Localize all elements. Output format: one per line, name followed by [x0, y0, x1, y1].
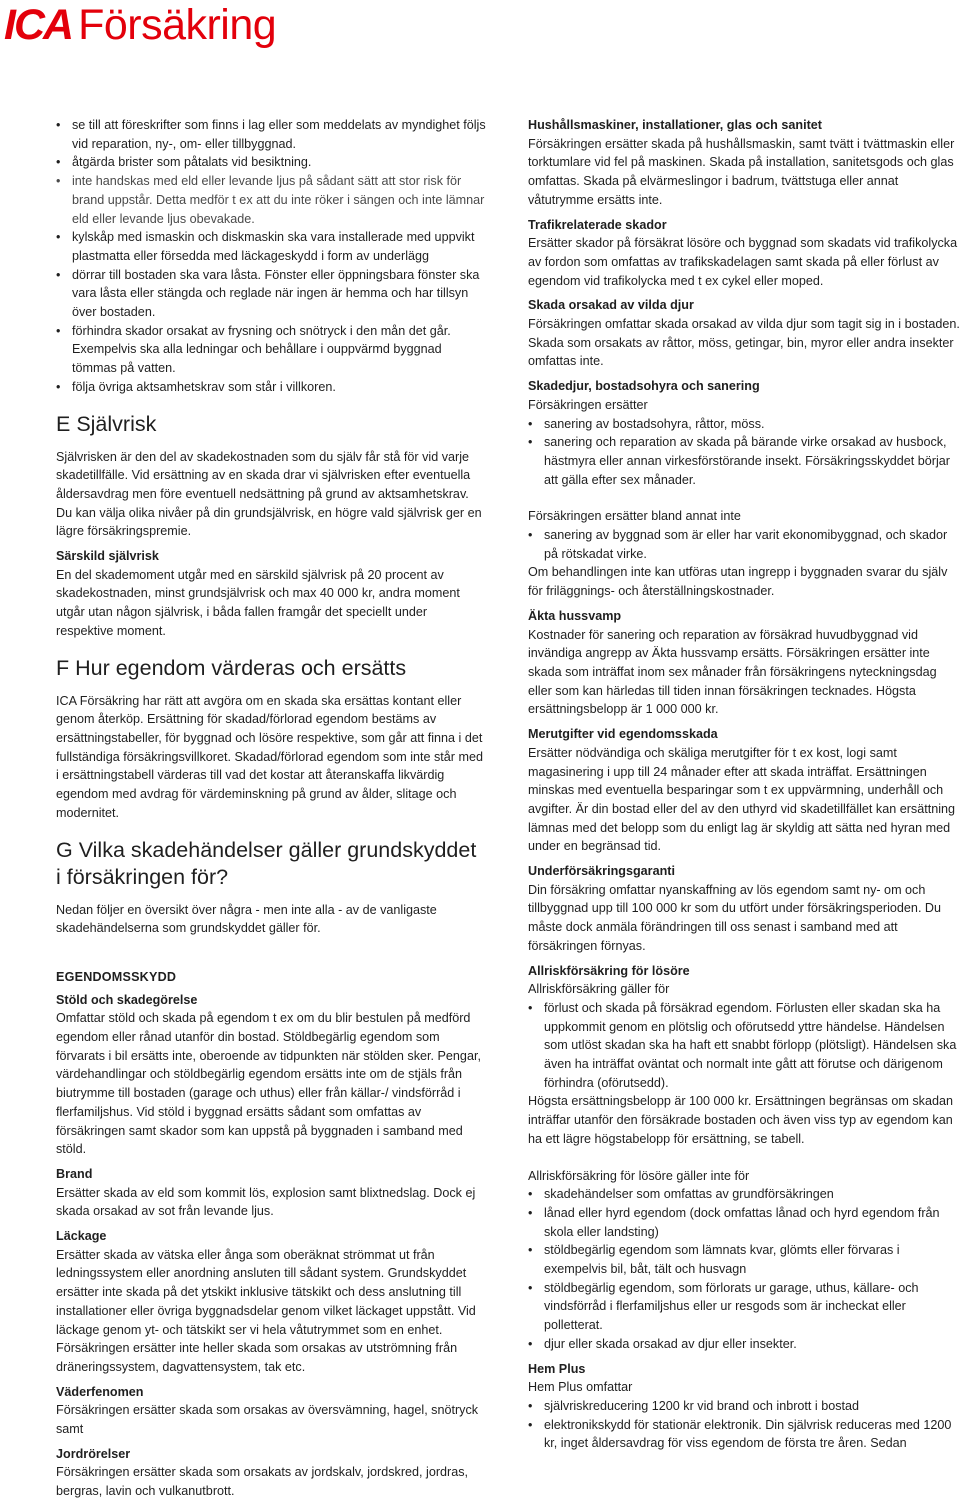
vaderfenomen-title: Väderfenomen — [56, 1384, 144, 1399]
hemplus-list — [528, 1397, 960, 1453]
akta-title: Äkta hussvamp — [528, 608, 622, 623]
brand-text: Ersätter skada av eld som kommit lös, explosion samt blixtnedslag. Dock ej skada orsakad av sot från levande ljus. — [56, 1185, 476, 1219]
akta-text: Kostnader för sanering och reparation av försäkrad huvudbyggnad vid invändiga angrepp av Äkta hussvamp ersätts. Försäkringen ersätter inte skada som inträffat inom sex månader från försäkringens nyteckningsdag eller som kan härledas till tiden innan försäkringen tecknades. Högsta ersättningsbelopp är 1 000 000 kr. — [528, 627, 937, 717]
vaderfenomen-text: Försäkringen ersätter skada som orsakas av översvämning, hagel, snötryck samt — [56, 1403, 479, 1437]
skadedjur-lead2: Försäkringen ersätter bland annat inte — [528, 509, 741, 524]
skadedjur-text-after: Om behandlingen inte kan utföras utan ingrepp i byggnaden svarar du själv för friläggnings- och återställningskostnader. — [528, 565, 948, 599]
logo-ica: ICA — [4, 1, 73, 49]
left-column — [56, 116, 486, 1501]
allrisk-title: Allriskförsäkring för lösöre — [528, 963, 690, 978]
sarskild-sjalvrisk-para: En del skademoment utgår med en särskild självrisk på 20 procent av skadekostnaden, minst grundsjälvrisk och max 40 000 kr, andra moment utgår utan någon självrisk, i båda fallen framgår det speciellt under respektive moment. — [56, 567, 460, 638]
list-item: • djur eller skada orsakad av djur eller insekter. — [528, 1335, 960, 1354]
section-g-title: G Vilka skadehändelser gäller grundskyddet i försäkringen för? — [56, 837, 477, 889]
lackage-title: Läckage — [56, 1229, 107, 1244]
list-item: • åtgärda brister som påtalats vid besiktning. — [56, 153, 486, 172]
list-item: • dörrar till bostaden ska vara låsta. Fönster eller öppningsbara fönster ska vara låsta eller stängda och reglade när ingen är hemma och har tillsyn över bostaden. — [56, 266, 486, 322]
intro-list — [56, 116, 486, 397]
list-item: • sanering av bostadsohyra, råttor, möss. — [528, 415, 960, 434]
allrisk-lead: Allriskförsäkring gäller för — [528, 982, 670, 997]
stold-title: Stöld och skadegörelse — [56, 992, 198, 1007]
list-item: • se till att föreskrifter som finns i lag eller som meddelats av myndighet följs vid reparation, ny-, om- eller tillbyggnad. — [56, 116, 486, 153]
trafik-text: Ersätter skador på försäkrat lösöre och byggnad som skadats vid trafikolycka av fordon som omfattas av trafikskadelagen samt skada på eller förlust av egendom vid trafikolycka med t ex cykel eller moped. — [528, 236, 958, 288]
ica-forsakring-logo — [4, 2, 276, 48]
sarskild-sjalvrisk-title: Särskild självrisk — [56, 549, 159, 564]
lackage-text: Ersätter skada av vätska eller ånga som oberäknat strömmat ut från ledningssystem eller anordning ansluten till sådant system. Grundskyddet ersätter inte skada på det ytskikt inklusive tätskikt och dess anslutning till installationer eller övriga byggnadsdelar genom vilket läckaget uppstått. Vid läckage genom yt- och tätskikt ser vi hela våtutrymmet som en enhet. Försäkringen ersätter inte heller skada som orsakas av utströmning från dräneringssystem, dagvattensystem, tak etc. — [56, 1247, 476, 1374]
list-item: • kylskåp med ismaskin och diskmaskin ska vara installerade med uppvikt plastmatta eller försedda med läckageskydd i form av underlägg — [56, 228, 486, 265]
trafik-title: Trafikrelaterade skador — [528, 217, 667, 232]
hemplus-title: Hem Plus — [528, 1361, 586, 1376]
brand-title: Brand — [56, 1166, 93, 1181]
jordrorelser-title: Jordrörelser — [56, 1446, 131, 1461]
list-item: • lånad eller hyrd egendom (dock omfattas lånad och hyrd egendom från skola eller landsting) — [528, 1204, 960, 1241]
section-f-para: ICA Försäkring har rätt att avgöra om en skada ska ersättas kontant eller genom återköp. Ersättning för skadad/förlorad egendom bestäms av ersättningstabeller, för byggnad och lösöre respektive, som går att finna i det fullständiga försäkringsvillkoret. Skadad/förlorad egendom som inte står med i ersättningstabell värderas till vad det kostar att återanskaffa likvärdig egendom med avdrag för värdeminskning på grund av ålder, slitage och modernitet. — [56, 693, 484, 820]
list-item: • stöldbegärlig egendom, som förlorats ur garage, uthus, källare- och vindsförråd i flerfamiljshus eller ur resgods som är incheckat eller polletterat. — [528, 1279, 960, 1335]
under-title: Underförsäkringsgaranti — [528, 864, 675, 879]
allrisk-list2 — [528, 1185, 960, 1353]
list-item: • förlust och skada på försäkrad egendom. Förlusten eller skadan ska ha uppkommit genom en plötslig och oförutsedd yttre händelse. Händelsen som utlöst skadan ska ha haft ett snabbt förlopp (plötsligt). Händelsen ska även ha inträffat oväntat och normalt inte gått att förutse och därigenom förhindra (oförutsedd). — [528, 999, 960, 1093]
merut-text: Ersätter nödvändiga och skäliga merutgifter för t ex kost, logi samt magasinering i upp till 24 månader efter att skada inträffat. Ersättningen minskas med eventuella besparingar som t ex uppvärmning, underhåll och avgifter. Är din bostad eller del av den uthyrd vid skadetillfället kan ersättning lämnas med det belopp som du enligt lag är skyldig att sätta ned hyran med under en begränsad tid. — [528, 745, 956, 854]
skadedjur-list2 — [528, 526, 960, 563]
allrisk-list — [528, 999, 960, 1093]
list-item: • skadehändelser som omfattas av grundförsäkringen — [528, 1185, 960, 1204]
section-g-para: Nedan följer en översikt över några - men inte alla - av de vanligaste skadehändelserna som grundskyddet gäller för. — [56, 902, 437, 936]
list-item: • sanering av byggnad som är eller har varit ekonomibyggnad, och skador på rötskadat virke. — [528, 526, 960, 563]
section-e-title: E Självrisk — [56, 411, 157, 436]
vilda-text: Försäkringen omfattar skada orsakad av vilda djur som tagit sig in i bostaden. Skada som orsakats av råttor, möss, getingar, bin, myror eller andra insekter omfattas inte. — [528, 317, 960, 369]
list-item: • sanering och reparation av skada på bärande virke orsakad av husbock, hästmyra eller annan virkesförstörande insekt. Försäkringsskyddet börjar att gälla efter sex månader. — [528, 433, 960, 489]
list-item: • inte handskas med eld eller levande ljus på sådant sätt att stor risk för brand uppstår. Detta medför t ex att du inte röker i sängen och inte lämnar eld eller levande ljus obevakade. — [56, 172, 486, 228]
list-item: • förhindra skador orsakat av frysning och snötryck i den mån det går. Exempelvis ska alla ledningar och behållare i ouppvärmd byggnad tömmas på vatten. — [56, 322, 486, 378]
list-item: • elektronikskydd för stationär elektronik. Din självrisk reduceras med 1200 kr, inget åldersavdrag för viss egendom de första tre åren. Sedan — [528, 1416, 960, 1453]
under-text: Din försäkring omfattar nyanskaffning av lös egendom samt ny- om och tillbyggnad upp till 100 000 kr som du utfört under försäkringsperioden. Du måste dock anmäla förändringen till oss senast i samband med att försäkringen förnyas. — [528, 882, 942, 953]
hush-title: Hushållsmaskiner, installationer, glas och sanitet — [528, 118, 822, 132]
skadedjur-lead: Försäkringen ersätter — [528, 397, 648, 412]
jordrorelser-text: Försäkringen ersätter skada som orsakats av jordskalv, jordskred, jordras, bergras, lavin och vulkanutbrott. — [56, 1465, 469, 1499]
merut-title: Merutgifter vid egendomsskada — [528, 727, 718, 742]
vilda-title: Skada orsakad av vilda djur — [528, 298, 694, 313]
egendomsskydd-heading: EGENDOMSSKYDD — [56, 969, 177, 984]
section-e-para: Självrisken är den del av skadekostnaden som du själv får stå för vid varje skadetillfälle. Vid ersättning av en skada drar vi självrisken efter eventuella åldersavdrag men före eventuell nedsättning på grund av aktsamhetskrav. Du kan välja olika nivåer på din grundsjälvrisk, en högre vald självrisk ger en lägre försäkringspremie. — [56, 449, 482, 539]
logo-name: Försäkring — [78, 1, 277, 49]
skadedjur-list — [528, 415, 960, 490]
allrisk-lead2: Allriskförsäkring för lösöre gäller inte för — [528, 1168, 750, 1183]
list-item: • följa övriga aktsamhetskrav som står i villkoren. — [56, 378, 486, 397]
section-f-title: F Hur egendom värderas och ersätts — [56, 655, 407, 680]
stold-text: Omfattar stöld och skada på egendom t ex om du blir bestulen på medförd egendom eller rånad utanför din bostad. Stöldbegärlig egendom som förvarats i bil ersätts inte, oberoende av tidpunkten när stölden sker. Pengar, värdehandlingar och stöldbegärlig egendom ersätts inte om de stjäls från biutrymme till bostaden (garage och uthus) eller från källar-/ vindsförråd i flerfamiljshus. Vid stöld i byggnad ersätts sådant som omfattas av försäkringen samt skador som kan uppstå på byggnaden i samband med stöld. — [56, 1011, 481, 1157]
hemplus-lead: Hem Plus omfattar — [528, 1380, 633, 1395]
allrisk-text-after: Högsta ersättningsbelopp är 100 000 kr. Ersättningen begränsas om skadan inträffar utanför den försäkrade bostaden och även viss typ av egendom kan ha ett lägre högstabelopp för ersättning, se tabell. — [528, 1094, 953, 1146]
list-item: • stöldbegärlig egendom som lämnats kvar, glömts eller förvaras i exempelvis bil, båt, tält och husvagn — [528, 1241, 960, 1278]
hush-text: Försäkringen ersätter skada på hushållsmaskin, samt tvätt i tvättmaskin eller torktumlare vid fel på maskinen. Skada på installation, sanitetsgods och glas omfattas. Skada på elvärmeslingor i badrum, tvättstuga eller annat våtutrymme ersätts inte. — [528, 136, 955, 207]
skadedjur-title: Skadedjur, bostadsohyra och sanering — [528, 379, 760, 394]
list-item: • självriskreducering 1200 kr vid brand och inbrott i bostad — [528, 1397, 960, 1416]
right-column — [528, 116, 960, 1453]
